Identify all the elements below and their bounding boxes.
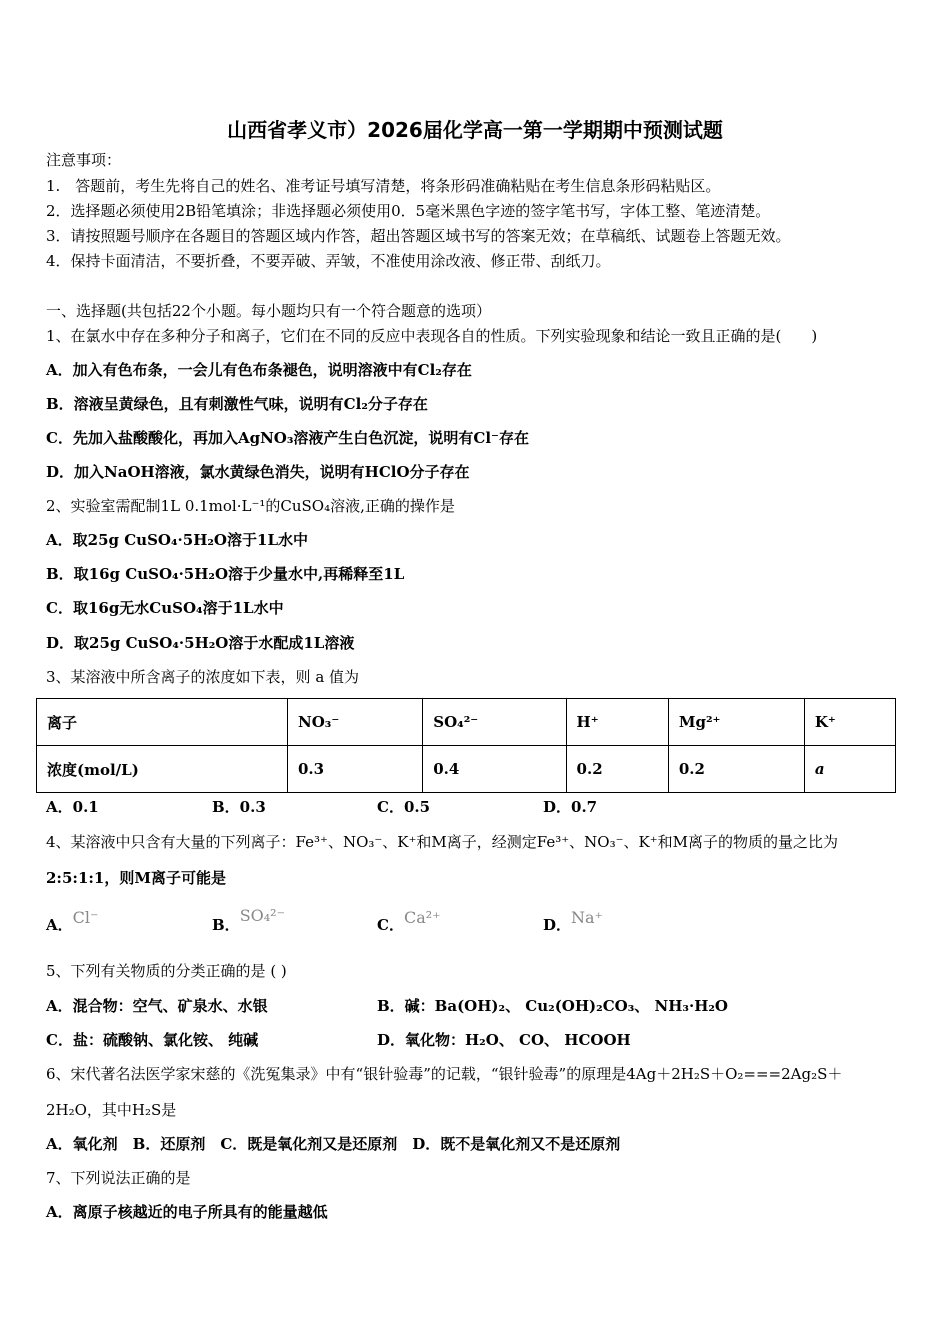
question-4-stem: 4、某溶液中只含有大量的下列离子：Fe³⁺、NO₃⁻、K⁺和M离子，经测定Fe³⁺、NO₃⁻、K⁺和M离子的物质的量之比为: [46, 833, 839, 851]
q4-option-d: D．: [543, 916, 572, 934]
page-title: 山西省孝义市）2026届化学高一第一学期期中预测试题: [227, 118, 723, 142]
table-cell: K⁺: [804, 699, 895, 746]
q5-option-c: C．盐：硫酸钠、氯化铵、 纯碱: [46, 1031, 259, 1049]
q3-option-d: D．0.7: [543, 798, 598, 816]
q5-option-d: D．氧化物：H₂O、 CO、 HCOOH: [377, 1031, 631, 1049]
q6-options: A．氧化剂 B．还原剂 C．既是氧化剂又是还原剂 D．既不是氧化剂又不是还原剂: [46, 1135, 621, 1153]
table-cell: NO₃⁻: [288, 699, 423, 746]
table-cell: 0.4: [423, 746, 566, 793]
table-cell: H⁺: [566, 699, 668, 746]
table-cell: a: [804, 746, 895, 793]
q4-ion-d: Na⁺: [571, 908, 603, 927]
table-cell: SO₄²⁻: [423, 699, 566, 746]
question-3-stem: 3、某溶液中所含离子的浓度如下表，则 a 值为: [46, 668, 360, 686]
q4-ion-c: Ca²⁺: [403, 908, 441, 927]
notice-item: 2．选择题必须使用2B铅笔填涂；非选择题必须使用0．5毫米黑色字迹的签字笔书写，字体工整、笔迹清楚。: [46, 202, 771, 220]
notice-item: 4．保持卡面清洁，不要折叠，不要弄破、弄皱，不准使用涂改液、修正带、刮纸刀。: [46, 252, 611, 270]
question-1-stem: 1、在氯水中存在多种分子和离子，它们在不同的反应中表现各自的性质。下列实验现象和结论一致且正确的是( ): [46, 327, 818, 345]
notice-heading: 注意事项：: [46, 151, 122, 169]
table-row: [37, 746, 896, 793]
question-2-stem: 2、实验室需配制1L 0.1mol·L⁻¹的CuSO₄溶液,正确的操作是: [46, 497, 455, 515]
q3-option-b: B．0.3: [212, 798, 266, 816]
q4-ion-b: SO₄²⁻: [239, 906, 286, 925]
q1-option-c: C．先加入盐酸酸化，再加入AgNO₃溶液产生白色沉淀，说明有Cl⁻存在: [46, 429, 529, 447]
q7-option-a: A．离原子核越近的电子所具有的能量越低: [46, 1203, 328, 1221]
question-5-stem: 5、下列有关物质的分类正确的是 ( ): [46, 962, 287, 980]
q4-option-c: C．: [377, 916, 404, 934]
q2-option-d: D．取25g CuSO₄·5H₂O溶于水配成1L溶液: [46, 634, 355, 652]
q1-option-b: B．溶液呈黄绿色，且有刺激性气味，说明有Cl₂分子存在: [46, 395, 428, 413]
question-6-stem: 6、宋代著名法医学家宋慈的《洗冤集录》中有“银针验毒”的记载，“银针验毒”的原理是4Ag＋2H₂S＋O₂===2Ag₂S＋: [46, 1065, 843, 1083]
table-cell: Mg²⁺: [668, 699, 804, 746]
table-cell: 0.2: [668, 746, 804, 793]
q4-ion-a: Cl⁻: [72, 908, 99, 927]
table-cell: 0.2: [566, 746, 668, 793]
q5-option-b: B．碱：Ba(OH)₂、 Cu₂(OH)₂CO₃、 NH₃·H₂O: [377, 997, 728, 1015]
table-cell: 离子: [37, 699, 288, 746]
notice-item: 1. 答题前，考生先将自己的姓名、准考证号填写清楚，将条形码准确粘贴在考生信息条形码粘贴区。: [46, 177, 721, 195]
q2-option-a: A．取25g CuSO₄·5H₂O溶于1L水中: [46, 531, 308, 549]
q4-option-b: B．: [212, 916, 240, 934]
q2-option-c: C．取16g无水CuSO₄溶于1L水中: [46, 599, 284, 617]
section-heading: 一、选择题(共包括22个小题。每小题均只有一个符合题意的选项）: [46, 302, 491, 320]
table-cell: 浓度(mol/L): [37, 746, 288, 793]
q5-option-a: A．混合物：空气、矿泉水、水银: [46, 997, 268, 1015]
q3-option-a: A．0.1: [46, 798, 99, 816]
q1-option-a: A．加入有色布条，一会儿有色布条褪色，说明溶液中有Cl₂存在: [46, 361, 472, 379]
question-6-stem-cont: 2H₂O，其中H₂S是: [46, 1101, 177, 1119]
q4-option-a: A．: [46, 916, 73, 934]
question-7-stem: 7、下列说法正确的是: [46, 1169, 191, 1187]
table-cell: 0.3: [288, 746, 423, 793]
q1-option-d: D．加入NaOH溶液，氯水黄绿色消失，说明有HClO分子存在: [46, 463, 470, 481]
table-row: [37, 699, 896, 746]
q2-option-b: B．取16g CuSO₄·5H₂O溶于少量水中,再稀释至1L: [46, 565, 405, 583]
ion-concentration-table: [36, 698, 896, 793]
question-4-stem-cont: 2:5:1:1，则M离子可能是: [46, 869, 226, 887]
q3-option-c: C．0.5: [377, 798, 431, 816]
notice-item: 3．请按照题号顺序在各题目的答题区域内作答，超出答题区域书写的答案无效；在草稿纸、试题卷上答题无效。: [46, 227, 791, 245]
